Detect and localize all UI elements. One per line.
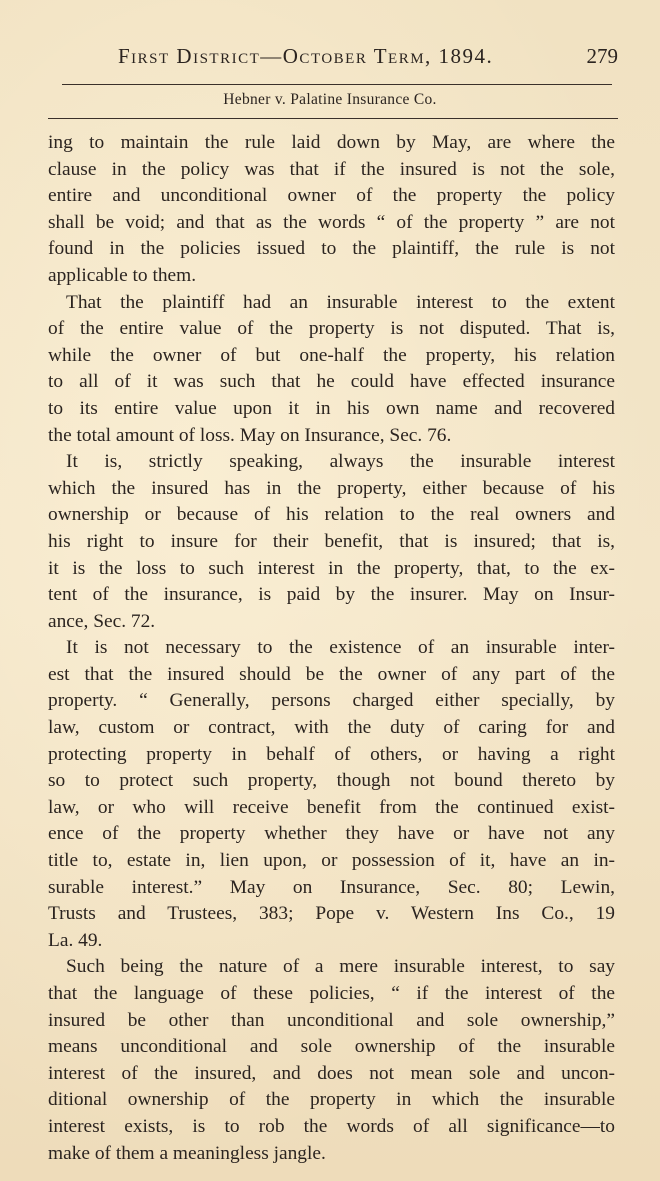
text-line: clause in the policy was that if the insured is not the sole, xyxy=(48,158,615,180)
text-line: It is, strictly speaking, always the insurable interest xyxy=(66,451,615,473)
case-title: Hebner v. Palatine Insurance Co. xyxy=(223,91,437,108)
text-line: ing to maintain the rule laid down by May, are where the xyxy=(48,132,615,153)
text-line: entire and unconditional owner of the property the policy xyxy=(48,185,615,207)
text-line: his right to insure for their benefit, that is insured; that is, xyxy=(48,530,615,552)
text-line: it is the loss to such interest in the property, that, to the ex- xyxy=(48,557,615,579)
page-number: 279 xyxy=(586,44,618,68)
text-line: surable interest.” May on Insurance, Sec. 80; Lewin, xyxy=(48,876,615,898)
text-line: protecting property in behalf of others, or having a right xyxy=(48,743,615,765)
text-line: of the entire value of the property is not disputed. That is, xyxy=(48,318,615,340)
header-rule xyxy=(62,84,612,85)
text-line: insured be other than unconditional and sole ownership,” xyxy=(48,1009,615,1031)
text-line: that the language of these policies, “ if the interest of the xyxy=(48,983,615,1004)
text-line: shall be void; and that as the words “ of the property ” are not xyxy=(48,211,615,233)
text-line: est that the insured should be the owner of any part of the xyxy=(48,663,615,685)
text-line: ditional ownership of the property in which the insurable xyxy=(48,1089,615,1111)
text-line: to its entire value upon it in his own name and recovered xyxy=(48,397,615,419)
case-title-rule xyxy=(48,118,618,119)
text-line: It is not necessary to the existence of an insurable inter- xyxy=(66,637,615,659)
text-line: That the plaintiff had an insurable interest to the extent xyxy=(66,291,615,313)
text-line: means unconditional and sole ownership of the insurable xyxy=(48,1036,615,1058)
text-line: applicable to them. xyxy=(48,264,197,286)
text-line: to all of it was such that he could have effected insurance xyxy=(48,371,615,393)
text-line: title to, estate in, lien upon, or possession of it, have an in- xyxy=(48,850,615,872)
text-line: Trusts and Trustees, 383; Pope v. Western Ins Co., 19 xyxy=(48,903,615,925)
text-line: make of them a meaningless jangle. xyxy=(48,1142,326,1164)
text-line: property. “ Generally, persons charged either specially, by xyxy=(48,690,615,712)
text-line: ownership or because of his relation to the real owners and xyxy=(48,504,615,526)
text-line: Such being the nature of a mere insurable interest, to say xyxy=(66,956,615,978)
text-line: interest of the insured, and does not mean sole and uncon- xyxy=(48,1062,615,1084)
text-line: law, custom or contract, with the duty of caring for and xyxy=(48,717,615,739)
text-line: La. 49. xyxy=(48,929,103,951)
text-line: law, or who will receive benefit from the continued exist- xyxy=(48,796,615,818)
running-head: First District—October Term, 1894. xyxy=(118,44,494,68)
text-line: which the insured has in the property, either because of his xyxy=(48,477,615,499)
text-line: ance, Sec. 72. xyxy=(48,610,156,632)
text-line: ence of the property whether they have or have not any xyxy=(48,823,615,845)
text-line: tent of the insurance, is paid by the insurer. May on Insur- xyxy=(48,584,615,606)
text-line: the total amount of loss. May on Insurance, Sec. 76. xyxy=(48,424,452,446)
text-line: so to protect such property, though not bound thereto by xyxy=(48,770,615,792)
body-text xyxy=(48,130,615,1167)
text-line: while the owner of but one-half the property, his relation xyxy=(48,344,615,366)
page-header xyxy=(118,44,618,74)
text-line: interest exists, is to rob the words of all significance—to xyxy=(48,1115,615,1137)
text-line: found in the policies issued to the plaintiff, the rule is not xyxy=(48,238,615,260)
